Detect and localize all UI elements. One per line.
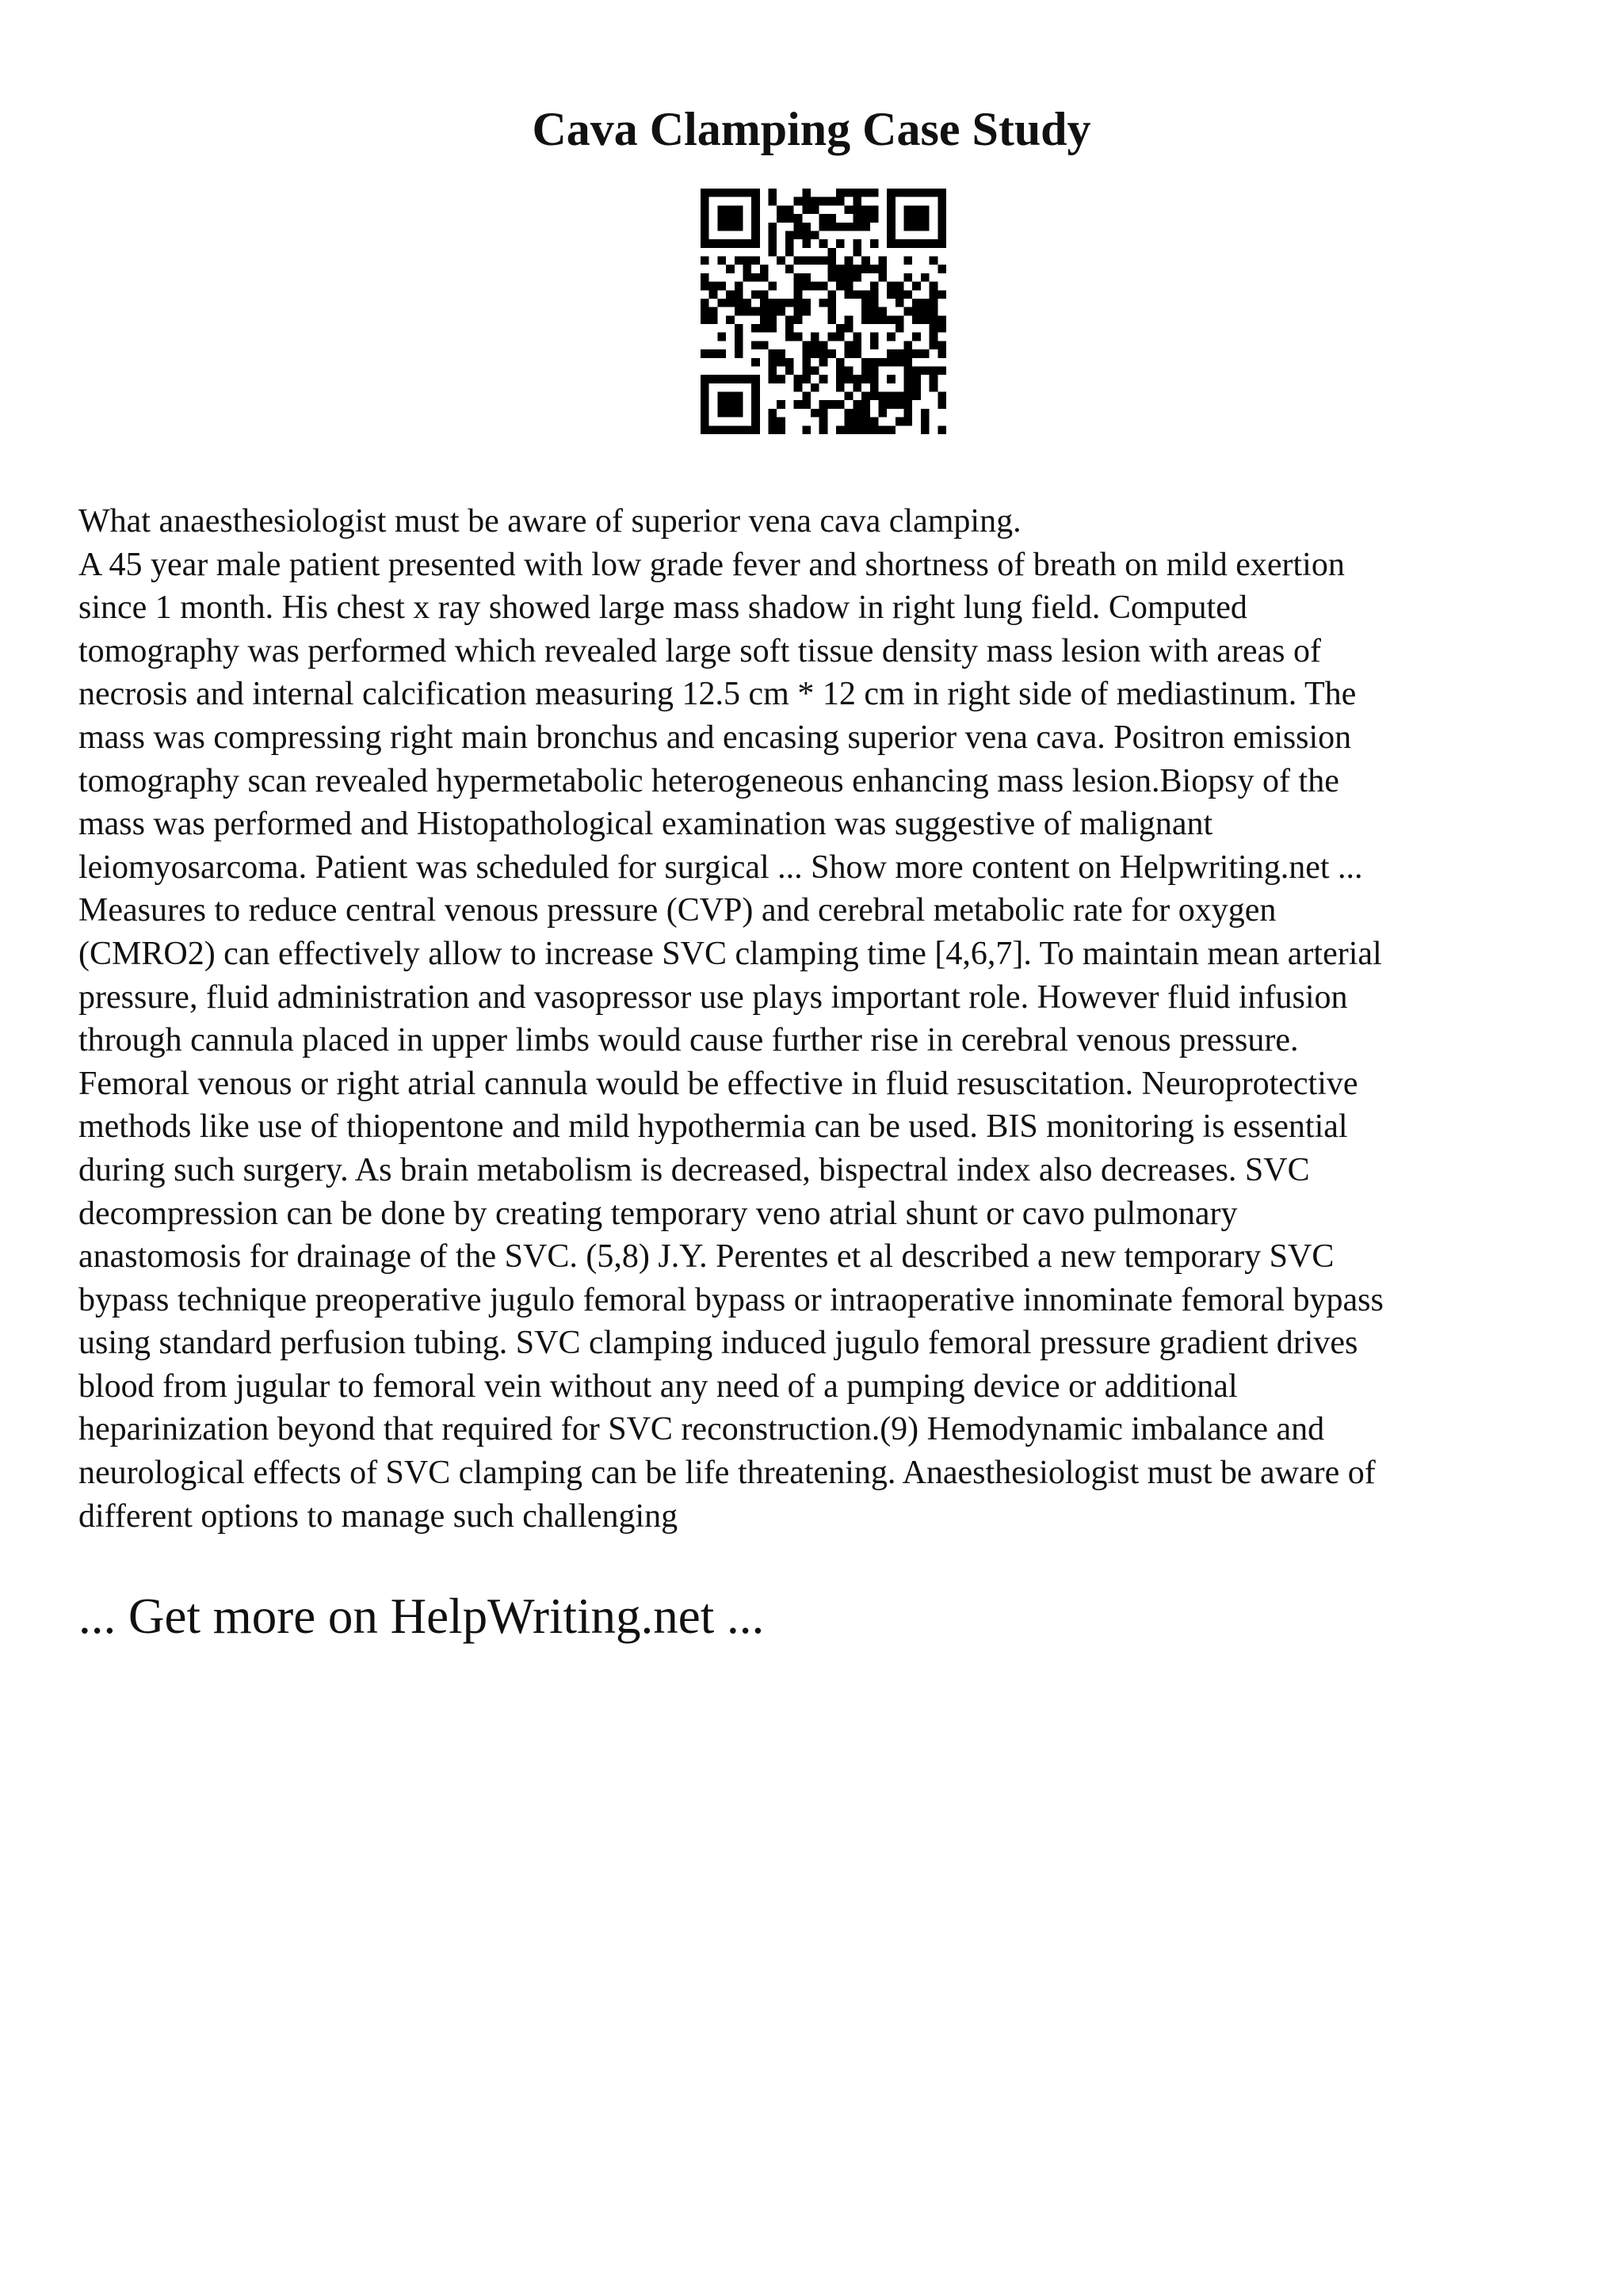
body-line: bypass technique preoperative jugulo femoral bypass or intraoperative innominate femoral bypass: [78, 1281, 1384, 1318]
qr-code-icon[interactable]: [701, 189, 946, 434]
body-line: tomography was performed which revealed large soft tissue density mass lesion with areas of: [78, 632, 1321, 669]
body-line: different options to manage such challenging: [78, 1497, 678, 1535]
body-line: heparinization beyond that required for SVC reconstruction.(9) Hemodynamic imbalance and: [78, 1411, 1325, 1448]
body-line: Femoral venous or right atrial cannula would be effective in fluid resuscitation. Neuroprotective: [78, 1065, 1358, 1102]
body-line: during such surgery. As brain metabolism is decreased, bispectral index also decreases. SVC: [78, 1151, 1310, 1188]
body-line: using standard perfusion tubing. SVC clamping induced jugulo femoral pressure gradient drives: [78, 1325, 1358, 1362]
get-more-link[interactable]: ... Get more on HelpWriting.net ...: [78, 1589, 765, 1644]
body-line: since 1 month. His chest x ray showed large mass shadow in right lung field. Computed: [78, 589, 1247, 627]
body-line: decompression can be done by creating temporary veno atrial shunt or cavo pulmonary: [78, 1195, 1238, 1232]
body-line: leiomyosarcoma. Patient was scheduled for surgical ... Show more content on Helpwriting.net ...: [78, 849, 1363, 886]
body-line: necrosis and internal calcification measuring 12.5 cm * 12 cm in right side of mediastinum. The: [78, 676, 1357, 713]
body-line: anastomosis for drainage of the SVC. (5,8) J.Y. Perentes et al described a new temporary SVC: [78, 1238, 1335, 1276]
body-line: methods like use of thiopentone and mild hypothermia can be used. BIS monitoring is essential: [78, 1108, 1348, 1146]
body-line: Measures to reduce central venous pressure (CVP) and cerebral metabolic rate for oxygen: [78, 892, 1277, 929]
body-line: What anaesthesiologist must be aware of superior vena cava clamping.: [78, 503, 1022, 540]
body-line: tomography scan revealed hypermetabolic heterogeneous enhancing mass lesion.Biopsy of the: [78, 762, 1339, 799]
body-line: mass was performed and Histopathological examination was suggestive of malignant: [78, 806, 1213, 843]
body-line: mass was compressing right main bronchus and encasing superior vena cava. Positron emission: [78, 719, 1352, 756]
body-line: A 45 year male patient presented with low grade fever and shortness of breath on mild exertion: [78, 546, 1345, 583]
body-line: (CMRO2) can effectively allow to increase SVC clamping time [4,6,7]. To maintain mean arterial: [78, 935, 1382, 972]
document-title: Cava Clamping Case Study: [532, 103, 1091, 155]
body-line: blood from jugular to femoral vein without any need of a pumping device or additional: [78, 1367, 1238, 1405]
body-text: [78, 500, 1552, 1538]
body-line: neurological effects of SVC clamping can be life threatening. Anaesthesiologist must be aware of: [78, 1455, 1376, 1492]
body-line: pressure, fluid administration and vasopressor use plays important role. However fluid infusion: [78, 978, 1348, 1016]
body-line: through cannula placed in upper limbs would cause further rise in cerebral venous pressure.: [78, 1022, 1299, 1059]
